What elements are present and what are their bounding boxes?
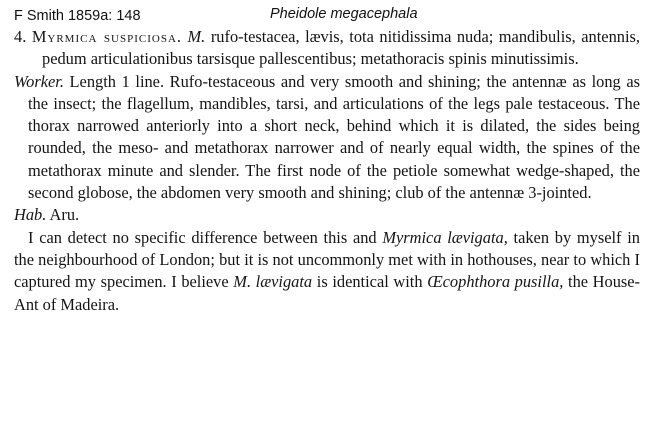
page-header bbox=[0, 6, 669, 26]
entry-title: Myrmica suspiciosa. bbox=[31, 27, 182, 46]
remarks-species-3: Œcophthora pusilla, bbox=[427, 272, 564, 292]
remarks-text-3: is identical with bbox=[316, 272, 423, 292]
remarks-paragraph bbox=[14, 227, 640, 316]
genus-abbreviation: M. bbox=[187, 27, 206, 46]
remarks-text-4: the House-Ant of Madeira. bbox=[14, 272, 641, 314]
remarks-species-1: Myrmica lævigata, bbox=[382, 227, 508, 247]
latin-diagnosis: rufo-testacea, lævis, tota nitidissima nuda; mandibulis, antennis, pedum articulationibus tarsisque pallescentibus; metathoracis spinis minutissimis. bbox=[42, 27, 640, 69]
habitat-value: Aru. bbox=[49, 205, 80, 225]
citation: F Smith 1859a: 148 bbox=[14, 8, 141, 24]
worker-label: Worker. bbox=[14, 71, 64, 91]
entry-number: 4. bbox=[14, 27, 27, 46]
species-description bbox=[14, 26, 640, 316]
remarks-text-1: I can detect no specific difference between this and bbox=[28, 227, 377, 247]
entry-paragraph bbox=[14, 26, 640, 71]
species-name: Pheidole megacephala bbox=[270, 6, 418, 22]
habitat-paragraph bbox=[14, 204, 640, 226]
remarks-text-2: taken by myself in the neighbourhood of London; but it is not uncommonly met with in hothouses, near to which I captured my specimen. I believe bbox=[14, 227, 640, 292]
worker-paragraph bbox=[14, 71, 640, 205]
habitat-label: Hab. bbox=[14, 205, 47, 225]
remarks-species-2: M. lævigata bbox=[233, 272, 313, 292]
worker-description: Length 1 line. Rufo-testaceous and very smooth and shining; the antennæ as long as the insect; the flagellum, mandibles, tarsi, and articulations of the legs pale testaceous. The thorax narrowed anteriorly into a short neck, behind which it is dilated, the sides being rounded, the meso- and metathorax narrower and of nearly equal width, the spines of the metathorax minute and slender. The first node of the petiole somewhat wedge-shaped, the second globose, the abdomen very smooth and shining; club of the antennæ 3-jointed. bbox=[28, 71, 640, 203]
